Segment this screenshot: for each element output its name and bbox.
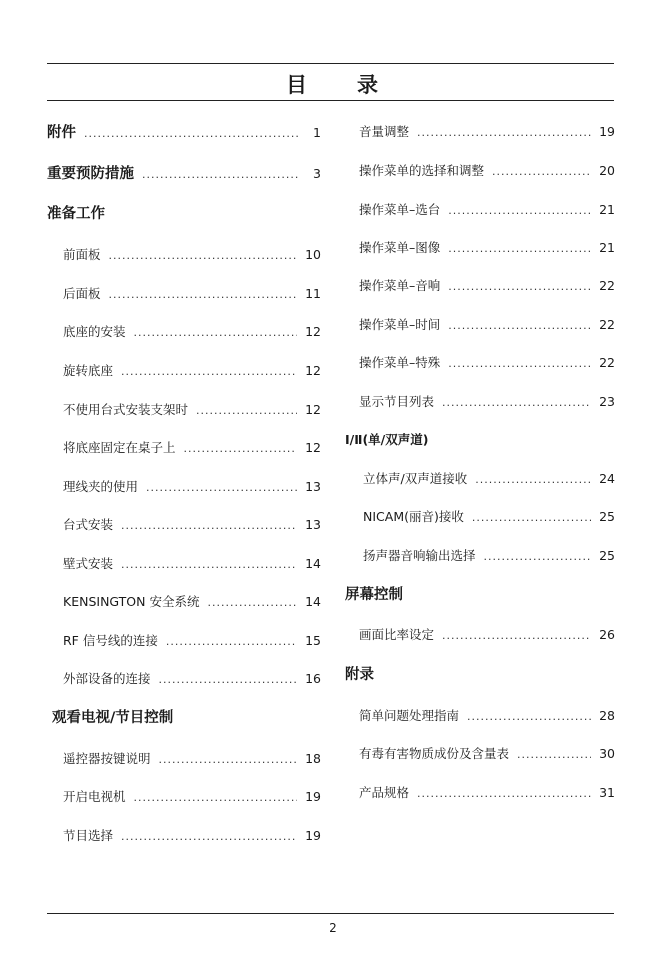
toc-entry-precautions[interactable] [47, 165, 321, 183]
toc-entry-label: 产品规格 [359, 785, 410, 800]
toc-entry-label: 立体声/双声道接收 [363, 471, 468, 486]
toc-entry[interactable] [47, 285, 321, 303]
toc-entry-page: 24 [599, 471, 615, 486]
dot-leader [417, 124, 591, 142]
top-rule [47, 63, 614, 64]
toc-entry-page: 20 [599, 163, 615, 178]
dot-leader [142, 166, 299, 184]
toc-entry-page: 12 [305, 402, 321, 417]
toc-entry-label: 不使用台式安装支架时 [63, 402, 189, 417]
toc-entry-page: 15 [305, 633, 321, 648]
toc-entry[interactable] [343, 470, 615, 488]
toc-entry[interactable] [47, 632, 321, 650]
toc-entry-page: 12 [305, 324, 321, 339]
dot-leader [448, 278, 591, 296]
dot-leader [109, 247, 298, 265]
dot-leader [448, 240, 591, 258]
dot-leader [484, 548, 592, 566]
toc-entry[interactable] [343, 316, 615, 334]
page-title [0, 69, 666, 99]
toc-entry-label: 操作菜单–音响 [359, 278, 441, 293]
toc-entry[interactable] [343, 784, 615, 802]
toc-entry[interactable] [343, 239, 615, 257]
dot-leader [467, 708, 591, 726]
toc-entry[interactable] [47, 750, 321, 768]
toc-entry[interactable] [343, 162, 615, 180]
toc-entry-label: 节目选择 [63, 828, 114, 843]
toc-entry[interactable] [343, 201, 615, 219]
toc-entry-label: 外部设备的连接 [63, 671, 151, 686]
dot-leader [159, 671, 298, 689]
dot-leader [121, 556, 297, 574]
toc-entry[interactable] [47, 362, 321, 380]
toc-entry-label: KENSINGTON 安全系统 [63, 594, 200, 609]
toc-entry-page: 13 [305, 479, 321, 494]
toc-entry-page: 3 [313, 166, 321, 181]
toc-entry-label: 重要预防措施 [47, 166, 134, 182]
toc-entry[interactable] [343, 547, 615, 565]
toc-entry[interactable] [47, 788, 321, 806]
toc-entry[interactable] [47, 323, 321, 341]
toc-entry-page: 11 [305, 286, 321, 301]
dot-leader [184, 440, 298, 458]
dot-leader [109, 286, 298, 304]
toc-entry-label: RF 信号线的连接 [63, 633, 158, 648]
toc-entry[interactable] [47, 593, 321, 611]
dot-leader [121, 828, 297, 846]
dot-leader [84, 125, 299, 143]
dot-leader [472, 509, 591, 527]
dot-leader [517, 746, 591, 764]
toc-entry-label: 旋转底座 [63, 363, 114, 378]
title-underline [47, 100, 614, 101]
toc-entry-page: 21 [599, 202, 615, 217]
toc-entry[interactable] [47, 555, 321, 573]
toc-entry-label: 有毒有害物质成份及含量表 [359, 746, 510, 761]
toc-entry[interactable] [47, 478, 321, 496]
dot-leader [166, 633, 297, 651]
toc-entry[interactable] [343, 508, 615, 526]
bottom-rule [47, 913, 614, 914]
dot-leader [448, 202, 591, 220]
toc-entry[interactable] [343, 745, 615, 763]
toc-entry-page: 23 [599, 394, 615, 409]
toc-entry-label: 操作菜单–选台 [359, 202, 441, 217]
dot-leader [134, 789, 298, 807]
toc-entry-page: 18 [305, 751, 321, 766]
toc-entry-page: 12 [305, 440, 321, 455]
dot-leader [121, 517, 297, 535]
dot-leader [134, 324, 298, 342]
toc-entry-page: 30 [599, 746, 615, 761]
toc-entry-label: 显示节目列表 [359, 394, 435, 409]
toc-entry[interactable] [47, 246, 321, 264]
dot-leader [475, 471, 591, 489]
dot-leader [448, 317, 591, 335]
toc-entry[interactable] [343, 707, 615, 725]
toc-entry-label: 操作菜单–特殊 [359, 355, 441, 370]
toc-entry-label: NICAM(丽音)接收 [363, 509, 464, 524]
toc-entry-label: 前面板 [63, 247, 101, 262]
toc-entry-page: 14 [305, 594, 321, 609]
toc-entry-page: 26 [599, 627, 615, 642]
dot-leader [159, 751, 298, 769]
toc-entry-label: 底座的安装 [63, 324, 126, 339]
toc-entry-page: 16 [305, 671, 321, 686]
toc-entry-attachments[interactable] [47, 124, 321, 142]
toc-entry-page: 22 [599, 278, 615, 293]
page-number: 2 [329, 921, 337, 935]
toc-entry-page: 19 [305, 789, 321, 804]
toc-entry-label: 扬声器音响输出选择 [363, 548, 476, 563]
toc-entry-page: 25 [599, 548, 615, 563]
toc-entry-label: 操作菜单–时间 [359, 317, 441, 332]
toc-entry-page: 10 [305, 247, 321, 262]
toc-entry-label: 操作菜单的选择和调整 [359, 163, 485, 178]
toc-entry-page: 25 [599, 509, 615, 524]
section-heading-tv: 观看电视/节目控制 [52, 710, 174, 726]
toc-entry-label: 壁式安装 [63, 556, 114, 571]
dot-leader [417, 785, 591, 803]
toc-entry[interactable] [47, 401, 321, 419]
toc-entry[interactable] [47, 439, 321, 457]
dot-leader [146, 479, 297, 497]
toc-entry-label: 开启电视机 [63, 789, 126, 804]
toc-entry[interactable] [47, 827, 321, 845]
dot-leader [492, 163, 591, 181]
toc-entry-page: 1 [313, 125, 321, 140]
toc-entry-page: 14 [305, 556, 321, 571]
toc-entry-label: 附件 [47, 125, 76, 141]
toc-entry-label: 操作菜单–图像 [359, 240, 441, 255]
toc-entry-page: 22 [599, 317, 615, 332]
toc-entry-label: 后面板 [63, 286, 101, 301]
toc-entry-page: 31 [599, 785, 615, 800]
toc-entry[interactable] [343, 277, 615, 295]
toc-entry-page: 19 [599, 124, 615, 139]
toc-entry-page: 19 [305, 828, 321, 843]
toc-entry-label: 将底座固定在桌子上 [63, 440, 176, 455]
toc-entry-page: 21 [599, 240, 615, 255]
dot-leader [442, 394, 591, 412]
section-heading-appendix: 附录 [345, 667, 374, 683]
toc-entry[interactable] [343, 354, 615, 372]
toc-entry[interactable] [47, 516, 321, 534]
dot-leader [196, 402, 297, 420]
toc-entry-page: 22 [599, 355, 615, 370]
toc-entry[interactable] [343, 393, 615, 411]
toc-entry[interactable] [47, 670, 321, 688]
dot-leader [448, 355, 591, 373]
title-part-2: 录 [357, 73, 380, 97]
dot-leader [207, 594, 297, 612]
toc-entry[interactable] [343, 626, 615, 644]
dot-leader [442, 627, 591, 645]
toc-entry-label: 台式安装 [63, 517, 114, 532]
toc-entry-label: 简单问题处理指南 [359, 708, 460, 723]
toc-entry[interactable] [343, 123, 615, 141]
toc-entry-page: 28 [599, 708, 615, 723]
toc-entry-label: 理线夹的使用 [63, 479, 139, 494]
toc-entry-page: 12 [305, 363, 321, 378]
title-part-1: 目 [286, 73, 309, 97]
toc-entry-label: 遥控器按键说明 [63, 751, 151, 766]
dot-leader [121, 363, 297, 381]
toc-entry-label: 画面比率设定 [359, 627, 435, 642]
toc-entry-label: 音量调整 [359, 124, 410, 139]
section-heading-dual-channel: Ⅰ/Ⅱ(单/双声道) [345, 432, 429, 447]
section-heading-screen-control: 屏幕控制 [345, 587, 403, 603]
section-heading-preparation: 准备工作 [47, 206, 105, 222]
toc-entry-page: 13 [305, 517, 321, 532]
